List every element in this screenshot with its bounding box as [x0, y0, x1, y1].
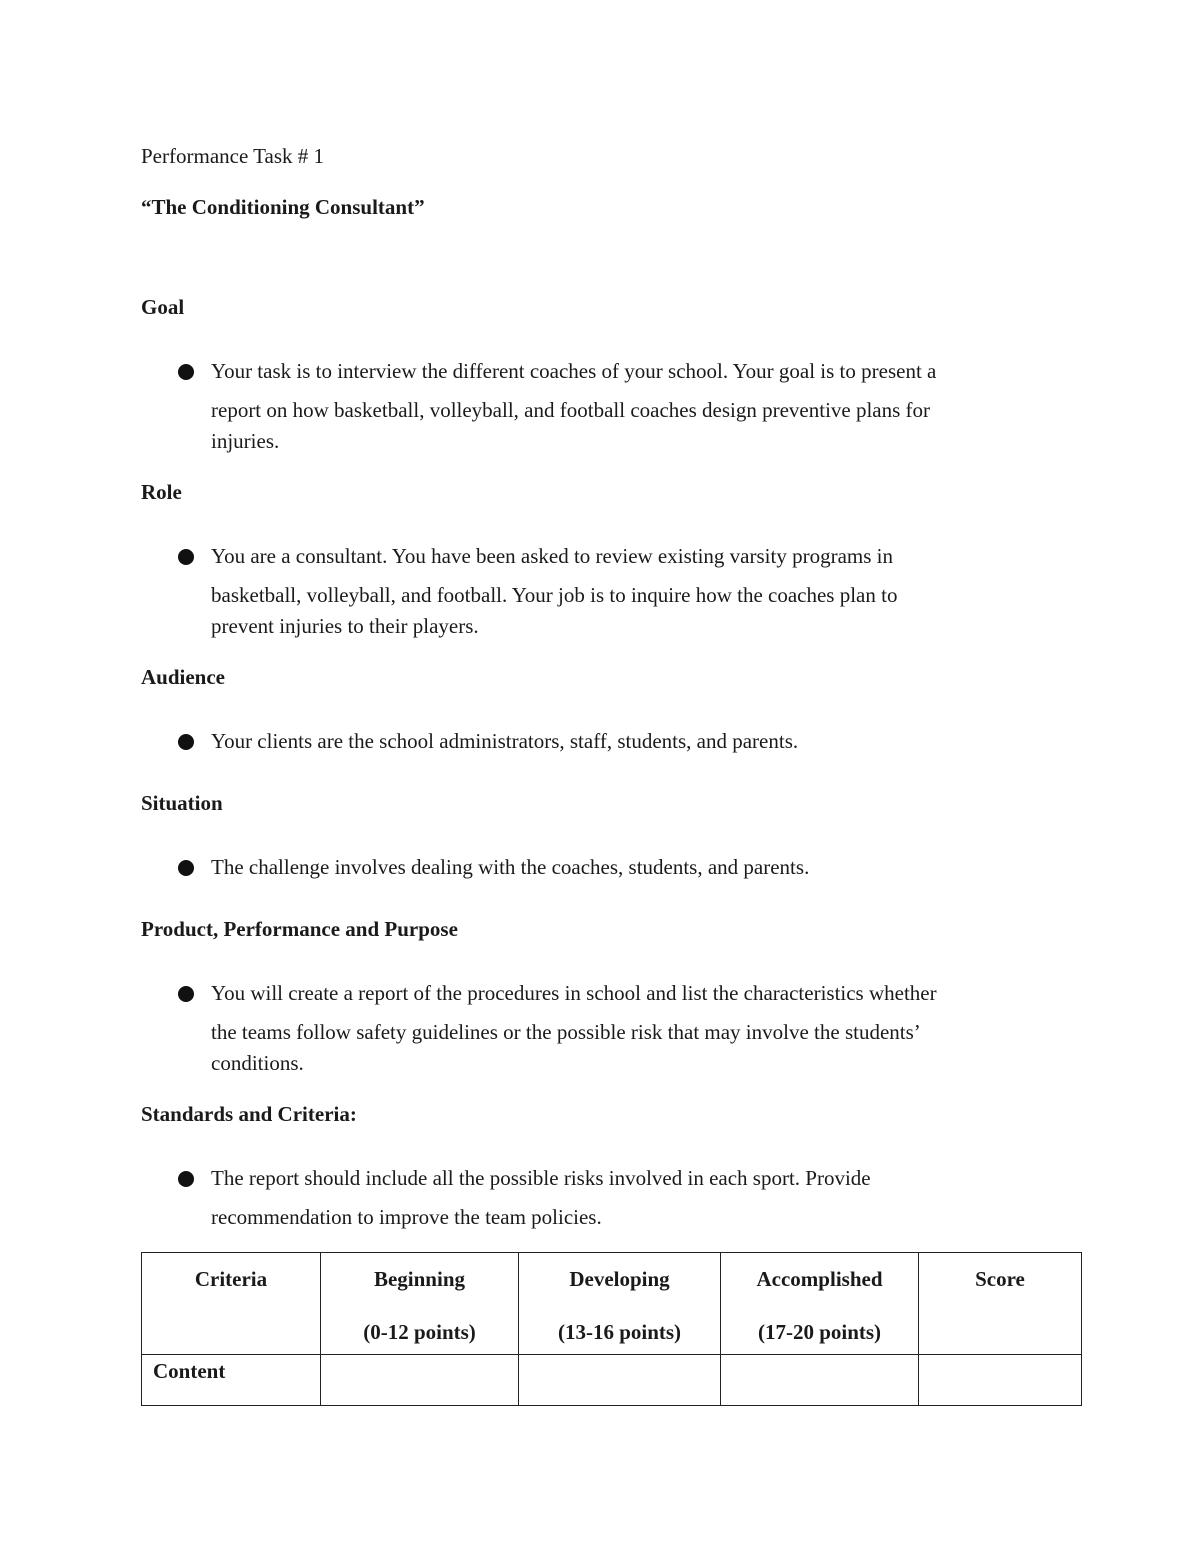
product-line-2: the teams follow safety guidelines or the possible risk that may involve the students’ — [211, 1020, 921, 1044]
bullet-icon — [178, 1171, 194, 1187]
bullet-icon — [178, 986, 194, 1002]
standards-line-1: The report should include all the possible risks involved in each sport. Provide — [211, 1166, 871, 1190]
header-score-label: Score — [975, 1267, 1025, 1291]
goal-line-3: injuries. — [211, 429, 280, 453]
beginning-cell — [321, 1355, 519, 1406]
role-line-3: prevent injuries to their players. — [211, 614, 479, 638]
bullet-icon — [178, 364, 194, 380]
score-cell — [919, 1355, 1082, 1406]
bullet-icon — [178, 734, 194, 750]
header-accomplished — [721, 1253, 919, 1355]
role-line-1: You are a consultant. You have been asked to review existing varsity programs in — [211, 544, 893, 568]
task-label: Performance Task # 1 — [141, 144, 325, 168]
accomplished-cell — [721, 1355, 919, 1406]
section-heading-goal: Goal — [141, 295, 185, 319]
section-heading-role: Role — [141, 480, 182, 504]
section-heading-product: Product, Performance and Purpose — [141, 917, 458, 941]
header-beginning-label: Beginning — [373, 1267, 466, 1291]
header-criteria — [142, 1253, 321, 1355]
product-line-3: conditions. — [211, 1051, 304, 1075]
situation-line-1: The challenge involves dealing with the coaches, students, and parents. — [211, 855, 810, 879]
document-title: “The Conditioning Consultant” — [141, 195, 425, 219]
section-heading-audience: Audience — [141, 665, 225, 689]
header-beginning-points: (0-12 points) — [363, 1320, 476, 1344]
header-beginning — [321, 1253, 519, 1355]
header-developing-points: (13-16 points) — [557, 1320, 682, 1344]
bullet-icon — [178, 860, 194, 876]
rubric-table — [141, 1252, 1082, 1406]
header-score — [919, 1253, 1082, 1355]
developing-cell — [519, 1355, 721, 1406]
header-developing — [519, 1253, 721, 1355]
section-heading-standards: Standards and Criteria: — [141, 1102, 357, 1126]
header-developing-label: Developing — [569, 1267, 670, 1291]
header-criteria-label: Criteria — [194, 1267, 268, 1291]
rubric-header-row — [142, 1253, 1082, 1355]
product-line-1: You will create a report of the procedures in school and list the characteristics whether — [211, 981, 937, 1005]
criteria-cell: Content — [142, 1355, 321, 1406]
bullet-icon — [178, 549, 194, 565]
header-accomplished-label: Accomplished — [756, 1267, 883, 1291]
table-row — [142, 1355, 1082, 1406]
role-line-2: basketball, volleyball, and football. Your job is to inquire how the coaches plan to — [211, 583, 898, 607]
standards-line-2: recommendation to improve the team policies. — [211, 1205, 602, 1229]
section-heading-situation: Situation — [141, 791, 223, 815]
audience-line-1: Your clients are the school administrators, staff, students, and parents. — [211, 729, 799, 753]
header-accomplished-points: (17-20 points) — [757, 1320, 882, 1344]
goal-line-2: report on how basketball, volleyball, and football coaches design preventive plans for — [211, 398, 931, 422]
goal-line-1: Your task is to interview the different coaches of your school. Your goal is to present a — [211, 359, 937, 383]
